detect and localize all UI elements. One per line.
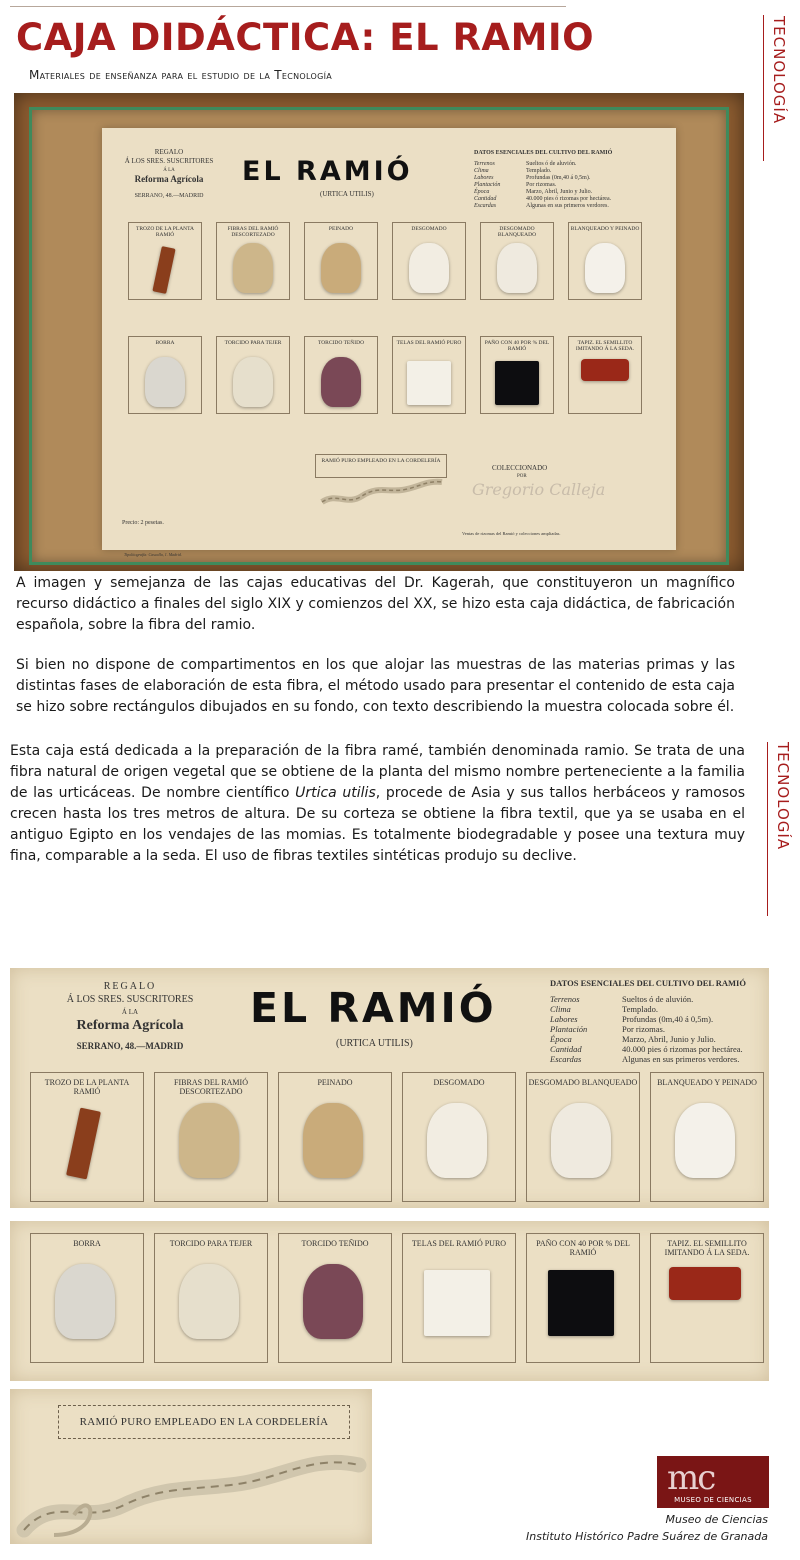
card-latin-name: (URTICA UTILIS) [320,190,374,198]
sample-cell-label: TAPIZ. EL SEMILLITO IMITANDO Á LA SEDA. [575,340,635,352]
fiber-sample [66,1108,101,1180]
sample-cell-label: DESGOMADO BLANQUEADO [528,1078,638,1087]
sample-cell [278,1072,392,1202]
sample-cell [568,336,642,414]
fiber-sample [233,243,273,293]
detail-cordeleria [10,1389,372,1544]
card-data-key: Época [474,189,490,195]
fiber-sample [675,1103,735,1178]
detail-cordeleria-label: RAMIÓ PURO EMPLEADO EN LA CORDELERÍA [79,1416,329,1428]
regalo-block [110,148,228,201]
sample-cell-label: BORRA [73,1239,101,1248]
card-data-row [474,203,644,210]
sample-cell-label: TAPIZ. EL SEMILLITO IMITANDO Á LA SEDA. [664,1239,750,1257]
box-card [102,128,676,557]
card-data-value: 40.000 pies ó rizomas por hectárea. [526,196,612,202]
sample-cell [402,1233,516,1363]
strip-data-title: DATOS ESENCIALES DEL CULTIVO DEL RAMIÓ [550,978,746,988]
regalo-line-2: Á LOS SRES. SUSCRITORES [124,157,214,165]
strip-data-key: Cantidad [550,1044,582,1054]
card-data-value: Sueltos ó de aluvión. [526,161,577,167]
signature: Gregorio Calleja [472,480,606,499]
card-data-value: Templado. [526,168,552,174]
card-data-key: Escardas [474,203,497,209]
strip-main-title: EL RAMIÓ [250,984,497,1032]
data-title: DATOS ESENCIALES DEL CULTIVO DEL RAMIÓ [474,150,613,156]
scientific-name: Urtica utilis [295,785,376,801]
fiber-sample [424,1270,490,1336]
strip-regalo-line-2: Á LOS SRES. SUSCRITORES [66,994,194,1005]
sample-cell-label: TORCIDO TEÑIDO [317,340,365,346]
strip-data-value: Marzo, Abril, Junio y Julio. [622,1034,716,1044]
price-label: Precio: 2 pesetas. [122,520,164,526]
logo-text: MUSEO DE CIENCIAS [674,1496,752,1504]
fiber-sample [233,357,273,407]
coleccionado-label: COLECCIONADO [492,464,548,472]
card-data-key: Clima [474,168,489,174]
detail-strip-top [10,968,769,1208]
strip-data-row [550,1044,765,1054]
sample-cell-label: TORCIDO PARA TEJER [224,340,282,346]
paragraph-3 [10,741,745,867]
sample-cell [526,1072,640,1202]
strip-regalo-line-3: Á LA [121,1008,139,1016]
fiber-sample [303,1103,363,1178]
sample-cell-label: TORCIDO TEÑIDO [301,1239,369,1248]
card-data-key: Labores [474,175,494,181]
sample-cell [402,1072,516,1202]
paragraph-2: Si bien no dispone de compartimentos en los que alojar las muestras de las materias primas y las distintas fases de elaboración de esta fibra, el método usado para presentar el contenido de esta caja se hizo sobre rectángulos dibujados en su fondo, con texto describiendo la muestra colocada sobre él. [16,657,735,715]
sample-cell [650,1233,764,1363]
sample-cell-label: TELAS DEL RAMIÓ PURO [396,340,462,346]
strip-regalo-address: SERRANO, 48.—MADRID [76,1041,184,1051]
card-data-row [474,189,644,196]
fiber-sample [409,243,449,293]
regalo-line-3: Á LA [163,168,175,173]
sample-cell [154,1233,268,1363]
fiber-sample [407,361,451,405]
strip-data-value: 40.000 pies ó rizomas por hectárea. [622,1044,743,1054]
fiber-sample [321,243,361,293]
card-data-row [474,168,644,175]
sample-cell-label: PEINADO [328,226,354,232]
strip-data-row [550,1024,765,1034]
side-label-top: TECNOLOGÍA [770,16,788,125]
sample-cell [304,222,378,300]
sample-cell [650,1072,764,1202]
page-subtitle: Materiales de enseñanza para el estudio de la Tecnología [29,68,332,82]
fiber-sample [581,359,629,381]
sample-cell-label: BLANQUEADO Y PEINADO [570,226,640,232]
card-main-title: EL RAMIÓ [242,156,413,187]
card-data-row [474,182,644,189]
strip-data-row [550,1034,765,1044]
sample-cell [480,222,554,300]
sample-cell [216,222,290,300]
strip-latin-name: (URTICA UTILIS) [336,1038,413,1049]
strip-data-value: Templado. [622,1004,658,1014]
logo-mark-icon: mc [667,1458,715,1498]
sample-cell-label: PEINADO [317,1078,353,1087]
strip-data-row [550,1014,765,1024]
detail-rope-sample [14,1435,364,1545]
strip-data-value: Profundas (0m,40 á 0,5m). [622,1014,714,1024]
strip-regalo-line-1: REGALO [103,981,157,992]
fiber-sample [303,1264,363,1339]
strip-data-key: Clima [550,1004,571,1014]
sample-cell-label: DESGOMADO [433,1078,485,1087]
regalo-address: SERRANO, 48.—MADRID [134,193,204,199]
side-rule-top [763,15,764,161]
sample-cell [392,336,466,414]
strip-regalo-block [30,980,230,1053]
sample-cell-label: TROZO DE LA PLANTA RAMIÓ [135,226,195,238]
museum-logo [657,1456,769,1508]
fiber-sample [585,243,625,293]
sample-cell [568,222,642,300]
card-data-key: Cantidad [474,196,497,202]
regalo-line-1: REGALO [154,148,184,156]
fiber-sample [179,1103,239,1178]
sample-cell [154,1072,268,1202]
top-rule [10,6,566,7]
sample-cell [526,1233,640,1363]
card-data-key: Terrenos [474,161,495,167]
fiber-sample [55,1264,115,1339]
strip-data-value: Algunas en sus primeros verdores. [622,1054,740,1064]
sample-cell [304,336,378,414]
sample-cell [128,336,202,414]
fiber-sample [497,243,537,293]
detail-strip-bottom [10,1221,769,1381]
card-data-value: Por rizomas. [526,182,557,188]
strip-regalo-line-4: Reforma Agrícola [76,1018,184,1033]
card-data-row [474,161,644,168]
detail-cordeleria-cell [58,1405,350,1439]
strip-data-key: Época [550,1034,572,1044]
rope-sample [317,472,447,512]
page-title: CAJA DIDÁCTICA: EL RAMIO [16,16,595,59]
fiber-sample [427,1103,487,1178]
card-data-row [474,196,644,203]
strip-data-row [550,1054,765,1064]
sample-cell-label: BORRA [155,340,175,346]
paragraph-3-text-b: , procede de Asia y sus tallos herbáceos y ramosos crecen hasta los tres metros de altura. De su corteza se obtiene la fibra textil, que ya se usaba en el antiguo Egipto en los vendajes de las momias. Es totalmente biodegradable y posee una textura muy fina, comparable a la seda. El uso de fibras textiles sintéticas produjo su declive. [10,785,745,864]
sample-cell-label: DESGOMADO [411,226,447,232]
box-photo [14,93,744,571]
fiber-sample [321,357,361,407]
fiber-sample [551,1103,611,1178]
sample-cell-label: FIBRAS DEL RAMIÓ DESCORTEZADO [174,1078,248,1096]
strip-data-rows [550,994,765,1064]
strip-data-value: Sueltos ó de aluvión. [622,994,694,1004]
sample-cell-label: TROZO DE LA PLANTA RAMIÓ [44,1078,130,1096]
fiber-sample [548,1270,614,1336]
fiber-sample [669,1267,741,1300]
sample-cell-label: DESGOMADO BLANQUEADO [497,226,537,238]
side-label-middle: TECNOLOGÍA [774,742,792,851]
sample-cell [30,1072,144,1202]
strip-data-value: Por rizomas. [622,1024,665,1034]
sample-cell [278,1233,392,1363]
sample-cell [30,1233,144,1363]
strip-data-key: Plantación [550,1024,588,1034]
regalo-line-4: Reforma Agrícola [134,174,204,184]
sample-cell-label: PAÑO CON 40 POR % DEL RAMIÓ [536,1239,630,1257]
imprenta-label: Tipolitografía: Cascalla, 1. Madrid. [124,552,182,557]
fiber-sample [152,246,175,294]
strip-data-block [550,978,765,1064]
sample-cell-label: TORCIDO PARA TEJER [169,1239,253,1248]
card-data-value: Algunas en sus primeros verdores. [526,203,609,209]
fiber-sample [179,1264,239,1339]
por-label: POR [517,474,527,479]
paragraph-1: A imagen y semejanza de las cajas educativas del Dr. Kagerah, que constituyeron un magnífico recurso didáctico a finales del siglo XIX y comienzos del XX, se hizo esta caja didáctica, de fabricación española, sobre la fibra del ramio. [16,575,735,633]
sample-cell-label: BLANQUEADO Y PEINADO [657,1078,757,1087]
strip-data-row [550,1004,765,1014]
sample-cell-label: FIBRAS DEL RAMIÓ DESCORTEZADO [227,226,279,238]
cordeleria-label: RAMIÓ PURO EMPLEADO EN LA CORDELERÍA [321,458,441,464]
side-rule-middle [767,742,768,916]
box-interior [29,107,729,565]
sample-cell [392,222,466,300]
credit-museum: Museo de Ciencias [665,1513,768,1526]
sample-cell [216,336,290,414]
card-data-value: Profundas (0m,40 á 0,5m). [526,175,591,181]
strip-data-key: Escardas [550,1054,582,1064]
sample-cell [128,222,202,300]
card-data-value: Marzo, Abril, Junio y Julio. [526,189,593,195]
strip-data-row [550,994,765,1004]
strip-data-key: Terrenos [550,994,580,1004]
fiber-sample [145,357,185,407]
credit-institute: Instituto Histórico Padre Suárez de Granada [526,1530,768,1543]
data-block [474,150,644,210]
ventas-label: Ventas de rizomas del Ramió y colecciones ampliadas. [462,531,561,536]
sample-cell [480,336,554,414]
card-data-row [474,175,644,182]
paragraph-3-text-a: Esta caja está dedicada a la preparación de la fibra ramé, también denominada ramio. Se trata de una fibra natural de origen vegetal que se obtiene de la planta del mismo nombre perteneciente a la familia de las urticáceas. De nombre científico [10,743,745,801]
sample-cell-label: TELAS DEL RAMIÓ PURO [411,1239,507,1248]
fiber-sample [495,361,539,405]
data-rows [474,161,644,210]
card-data-key: Plantación [474,182,501,188]
sample-cell-label: PAÑO CON 40 POR % DEL RAMIÓ [484,340,550,352]
strip-data-key: Labores [550,1014,578,1024]
